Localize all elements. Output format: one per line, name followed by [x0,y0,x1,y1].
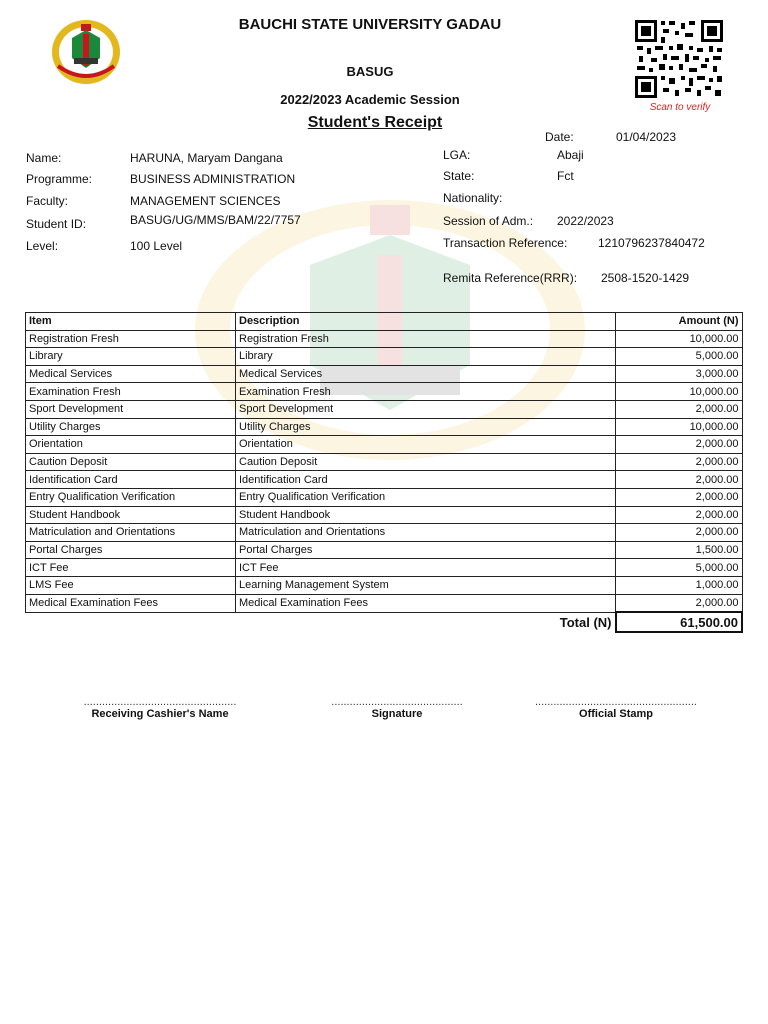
state-value: Fct [557,169,574,183]
description-cell: Medical Services [236,365,616,383]
table-row [26,453,743,471]
description-cell: Orientation [236,436,616,454]
transaction-ref-value: 1210796237840472 [598,236,705,250]
description-cell: Utility Charges [236,418,616,436]
amount-cell: 2,000.00 [616,524,743,542]
official-stamp-label: Official Stamp [579,708,653,720]
transaction-ref-label: Transaction Reference: [443,236,568,250]
table-row [26,348,743,366]
amount-cell: 10,000.00 [616,418,743,436]
table-row [26,488,743,506]
description-cell: Medical Examination Fees [236,594,616,612]
amount-cell: 2,000.00 [616,594,743,612]
amount-cell: 2,000.00 [616,488,743,506]
item-cell: Entry Qualification Verification [26,488,236,506]
table-row [26,383,743,401]
item-cell: Library [26,348,236,366]
session-adm-label: Session of Adm.: [443,214,534,228]
item-cell: Orientation [26,436,236,454]
stamp-line: ..................................................... [535,696,697,708]
table-row [26,506,743,524]
table-row [26,559,743,577]
table-row [26,576,743,594]
amount-column-header: Amount (N) [616,313,743,331]
amount-cell: 2,000.00 [616,436,743,454]
item-cell: Medical Services [26,365,236,383]
fee-table [25,312,743,633]
item-cell: Student Handbook [26,506,236,524]
table-row [26,330,743,348]
table-row [26,524,743,542]
table-header-row [26,313,743,331]
rrr-label: Remita Reference(RRR): [443,271,578,285]
total-spacer [26,612,236,632]
signature-label: Signature [371,708,423,720]
faculty-label: Faculty: [26,194,69,208]
fee-rows [26,330,743,612]
description-cell: Examination Fresh [236,383,616,401]
item-cell: Examination Fresh [26,383,236,401]
programme-label: Programme: [26,172,93,186]
item-column-header: Item [26,313,236,331]
signature-line: ........................................... [331,696,463,708]
description-cell: Identification Card [236,471,616,489]
item-cell: Utility Charges [26,418,236,436]
amount-cell: 2,000.00 [616,471,743,489]
table-row [26,436,743,454]
student-id-value: BASUG/UG/MMS/BAM/22/7757 [130,213,301,227]
description-cell: Learning Management System [236,576,616,594]
date-value: 01/04/2023 [616,130,677,144]
description-cell: Library [236,348,616,366]
official-stamp-block [528,696,704,720]
university-name: BAUCHI STATE UNIVERSITY GADAU [238,16,502,33]
cashier-signature-block [80,696,240,720]
item-cell: Caution Deposit [26,453,236,471]
total-row [26,612,743,632]
qr-code-icon[interactable] [634,19,724,99]
rrr-value: 2508-1520-1429 [601,271,690,285]
amount-cell: 10,000.00 [616,383,743,401]
faculty-value: MANAGEMENT SCIENCES [130,194,281,208]
academic-session: 2022/2023 Academic Session [280,92,460,107]
amount-cell: 2,000.00 [616,400,743,418]
description-cell: Portal Charges [236,541,616,559]
date-label: Date: [545,130,574,144]
description-cell: Student Handbook [236,506,616,524]
description-cell: Entry Qualification Verification [236,488,616,506]
cashier-signature-line: .................................................. [83,696,237,708]
scan-to-verify-note: Scan to verify [649,102,711,113]
student-id-label: Student ID: [26,217,87,231]
description-cell: Matriculation and Orientations [236,524,616,542]
item-cell: Sport Development [26,400,236,418]
receipt-title: Student's Receipt [307,114,443,131]
org-acronym: BASUG [346,64,394,79]
total-label: Total (N) [236,612,616,632]
table-row [26,594,743,612]
name-value: HARUNA, Maryam Dangana [130,151,283,165]
level-value: 100 Level [130,239,183,253]
description-cell: Registration Fresh [236,330,616,348]
description-column-header: Description [236,313,616,331]
amount-cell: 10,000.00 [616,330,743,348]
lga-label: LGA: [443,148,471,162]
state-label: State: [443,169,475,183]
description-cell: ICT Fee [236,559,616,577]
amount-cell: 1,000.00 [616,576,743,594]
item-cell: LMS Fee [26,576,236,594]
amount-cell: 2,000.00 [616,506,743,524]
programme-value: BUSINESS ADMINISTRATION [130,172,296,186]
description-cell: Caution Deposit [236,453,616,471]
total-value: 61,500.00 [616,612,743,632]
name-label: Name: [26,151,62,165]
item-cell: Registration Fresh [26,330,236,348]
university-crest-logo [48,16,124,88]
amount-cell: 2,000.00 [616,453,743,471]
amount-cell: 1,500.00 [616,541,743,559]
nationality-label: Nationality: [443,191,503,205]
amount-cell: 3,000.00 [616,365,743,383]
amount-cell: 5,000.00 [616,559,743,577]
item-cell: Matriculation and Orientations [26,524,236,542]
lga-value: Abaji [557,148,584,162]
item-cell: ICT Fee [26,559,236,577]
table-row [26,365,743,383]
cashier-name-label: Receiving Cashier's Name [91,708,229,720]
item-cell: Portal Charges [26,541,236,559]
session-adm-value: 2022/2023 [557,214,614,228]
amount-cell: 5,000.00 [616,348,743,366]
item-cell: Medical Examination Fees [26,594,236,612]
signature-block [326,696,468,720]
table-row [26,541,743,559]
table-row [26,471,743,489]
table-row [26,418,743,436]
level-label: Level: [26,239,59,253]
table-row [26,400,743,418]
description-cell: Sport Development [236,400,616,418]
item-cell: Identification Card [26,471,236,489]
